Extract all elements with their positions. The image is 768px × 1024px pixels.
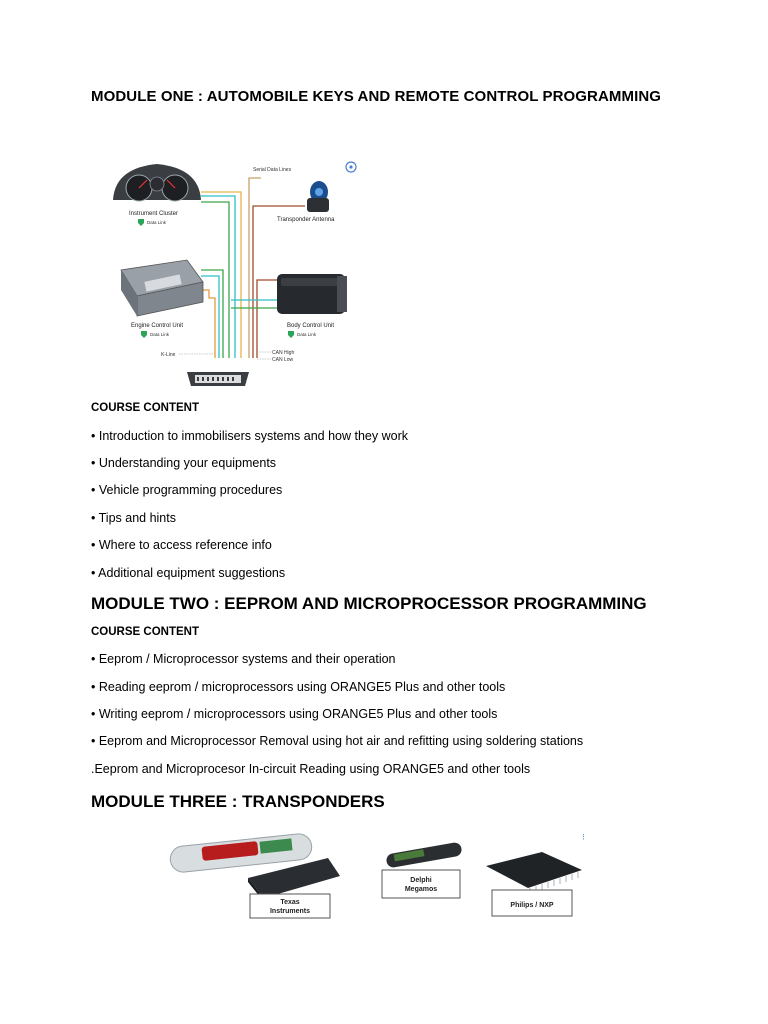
list-item: • Reading eeprom / microprocessors using ORANGE5 Plus and other tools <box>91 680 506 694</box>
instrument-cluster-label: Instrument Cluster <box>129 211 179 217</box>
course-content-heading: COURSE CONTENT <box>91 402 199 414</box>
immobiliser-wiring-diagram <box>91 150 367 391</box>
data-link-label: Data Link <box>297 332 317 337</box>
module-two-title: MODULE TWO : EEPROM AND MICROPROCESSOR PROGRAMMING <box>91 594 647 613</box>
body-control-unit-label: Body Control Unit <box>287 323 335 329</box>
list-item: • Additional equipment suggestions <box>91 566 286 580</box>
list-item: • Writing eeprom / microprocessors using ORANGE5 Plus and other tools <box>91 707 498 721</box>
delphi-label: Delphi <box>410 877 432 884</box>
engine-control-unit-label: Engine Control Unit <box>131 323 184 329</box>
texas-label: Instruments <box>269 908 311 915</box>
transponders-image <box>168 828 592 922</box>
can-low-label: CAN Low <box>272 357 294 363</box>
k-line-label: K-Line <box>161 352 176 358</box>
delphi-label: Megamos <box>404 886 438 893</box>
texas-label: Texas <box>280 899 300 906</box>
philips-label: Philips / NXP <box>510 902 554 909</box>
expand-icon: ⁝ <box>582 832 585 842</box>
list-item: • Tips and hints <box>91 511 176 525</box>
list-item: • Vehicle programming procedures <box>91 483 283 497</box>
philips-chip-image <box>486 852 582 894</box>
module-one-title: MODULE ONE : AUTOMOBILE KEYS AND REMOTE CONTROL PROGRAMMING <box>91 88 662 105</box>
list-item: • Where to access reference info <box>91 538 272 552</box>
course-content-heading: COURSE CONTENT <box>91 626 199 638</box>
can-high-label: CAN High <box>272 350 295 356</box>
list-item: • Eeprom / Microprocessor systems and their operation <box>91 652 396 666</box>
body-control-unit-image <box>277 274 347 314</box>
delphi-transponder-image <box>385 842 462 869</box>
list-item: • Understanding your equipments <box>91 456 277 470</box>
list-item: • Introduction to immobilisers systems and how they work <box>91 429 408 443</box>
transponder-antenna-label: Transponder Antenna <box>277 217 335 223</box>
list-item: • Eeprom and Microprocessor Removal using hot air and refitting using soldering stations <box>91 734 584 748</box>
list-item: .Eeprom and Microprocesor In-circuit Reading using ORANGE5 and other tools <box>91 762 531 776</box>
module-three-title: MODULE THREE : TRANSPONDERS <box>91 792 385 811</box>
data-link-label: Data Link <box>150 332 170 337</box>
data-link-label: Data Link <box>147 220 167 225</box>
delphi-label-box <box>382 870 460 898</box>
obd-connector-image <box>187 372 249 386</box>
serial-data-lines-label: Serial Data Lines <box>253 167 292 173</box>
